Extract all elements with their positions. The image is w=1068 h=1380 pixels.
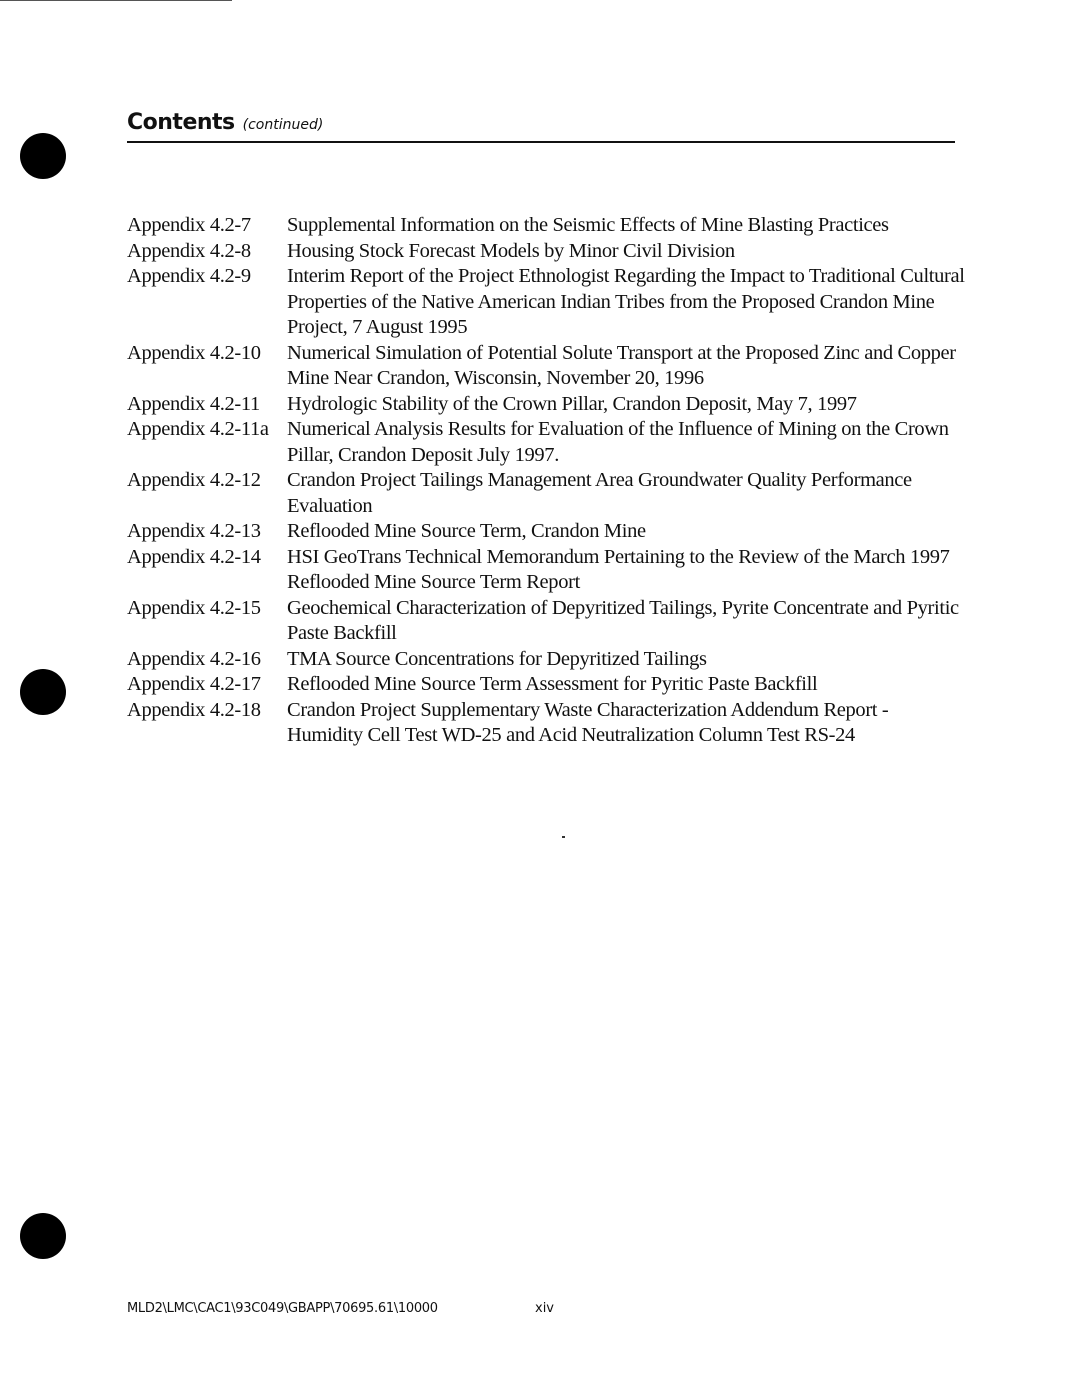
- toc-entry-label: Appendix 4.2-18: [127, 698, 261, 721]
- page-heading: [127, 110, 955, 143]
- page-subtitle: (continued): [242, 117, 324, 133]
- toc-entry: [127, 519, 967, 545]
- toc-entry: [127, 417, 967, 468]
- toc-entry-label: Appendix 4.2-11: [127, 392, 260, 415]
- punch-hole-bottom: [20, 1213, 66, 1259]
- toc-entry: [127, 647, 967, 673]
- toc-entry-title: Hydrologic Stability of the Crown Pillar, Crandon Deposit, May 7, 1997: [287, 392, 857, 415]
- toc-entry: [127, 596, 967, 647]
- page-title: Contents: [127, 110, 235, 135]
- toc-entry-title: Housing Stock Forecast Models by Minor Civil Division: [287, 239, 735, 262]
- toc-entry: [127, 213, 967, 239]
- toc-entry-title: Reflooded Mine Source Term Assessment for Pyritic Paste Backfill: [287, 673, 818, 695]
- footer-file-path: MLD2\LMC\CAC1\93C049\GBAPP\70695.61\10000: [127, 1301, 438, 1316]
- toc-entry-label: Appendix 4.2-13: [127, 520, 261, 542]
- toc-entry-title: Geochemical Characterization of Depyritized Tailings, Pyrite Concentrate and Pyritic Paste Backfill: [287, 596, 959, 644]
- toc-entry-title: TMA Source Concentrations for Depyritized Tailings: [287, 647, 707, 670]
- toc-entry-title: HSI GeoTrans Technical Memorandum Pertaining to the Review of the March 1997 Reflooded Mine Source Term Report: [287, 545, 950, 593]
- toc-entry: [127, 698, 967, 749]
- toc-entry-label: Appendix 4.2-10: [127, 341, 261, 364]
- punch-hole-top: [20, 133, 66, 179]
- toc-entry: [127, 341, 967, 392]
- scan-speck: [562, 836, 565, 838]
- contents-list: [127, 213, 967, 749]
- toc-entry-title: Numerical Analysis Results for Evaluation of the Influence of Mining on the Crown Pillar, Crandon Deposit July 1997.: [287, 418, 949, 466]
- toc-entry-label: Appendix 4.2-14: [127, 545, 261, 568]
- toc-entry-title: Numerical Simulation of Potential Solute Transport at the Proposed Zinc and Copper Mine Near Crandon, Wisconsin, November 20, 1996: [287, 341, 956, 389]
- toc-entry-title: Reflooded Mine Source Term, Crandon Mine: [287, 520, 646, 542]
- toc-entry-label: Appendix 4.2-11a: [127, 418, 269, 440]
- toc-entry-title: Supplemental Information on the Seismic Effects of Mine Blasting Practices: [287, 214, 889, 236]
- toc-entry-title: Crandon Project Tailings Management Area Groundwater Quality Performance Evaluation: [287, 469, 912, 517]
- toc-entry: [127, 672, 967, 698]
- toc-entry-title: Crandon Project Supplementary Waste Characterization Addendum Report - Humidity Cell Test WD-25 and Acid Neutralization Column Test RS-24: [287, 698, 889, 746]
- toc-entry-label: Appendix 4.2-9: [127, 265, 251, 287]
- toc-entry-label: Appendix 4.2-7: [127, 214, 251, 236]
- toc-entry-label: Appendix 4.2-8: [127, 239, 251, 262]
- scan-edge-line: [0, 0, 232, 1]
- punch-hole-middle: [20, 669, 66, 715]
- toc-entry-label: Appendix 4.2-16: [127, 647, 261, 670]
- toc-entry-label: Appendix 4.2-15: [127, 596, 261, 619]
- toc-entry: [127, 239, 967, 265]
- toc-entry-label: Appendix 4.2-12: [127, 469, 261, 491]
- toc-entry-label: Appendix 4.2-17: [127, 673, 261, 695]
- toc-entry: [127, 468, 967, 519]
- footer-page-number: xiv: [535, 1301, 554, 1316]
- toc-entry: [127, 545, 967, 596]
- toc-entry: [127, 264, 967, 341]
- toc-entry-title: Interim Report of the Project Ethnologist Regarding the Impact to Traditional Cultural Properties of the Native American Indian Tribes from the Proposed Crandon Mine Project, 7 August 1995: [287, 265, 965, 338]
- toc-entry: [127, 392, 967, 418]
